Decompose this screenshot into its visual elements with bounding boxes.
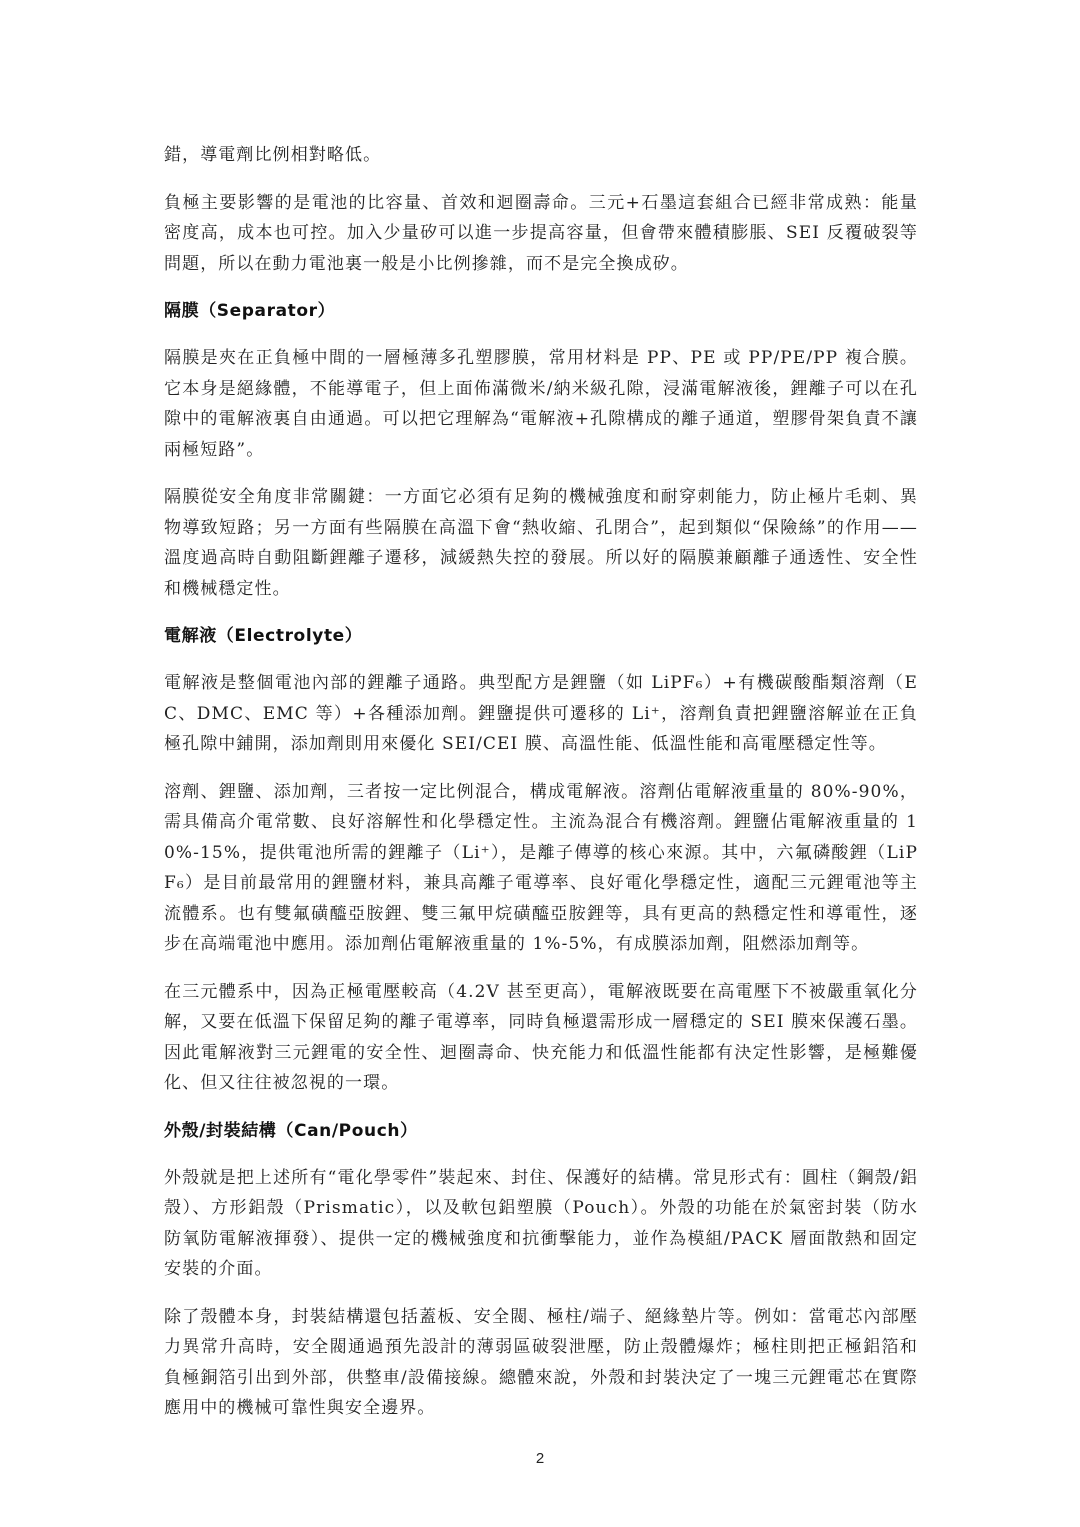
heading-separator: 隔膜（Separator） <box>164 301 336 321</box>
page-number: 2 <box>535 1450 545 1467</box>
paragraph-electrolyte-ternary: 在三元體系中，因為正極電壓較高（4.2V 甚至更高），電解液既要在高電壓下不被嚴重氧化分解，又要在低溫下保留足夠的離子電導率，同時負極還需形成一層穩定的 SEI 膜來保護石墨。因此電解液對三元鋰電的安全性、迴圈壽命、快充能力和低溫性能都有決定性影響，是極難優化、但又往往被忽視的一環。 <box>164 981 918 1093</box>
paragraph-electrolyte-intro: 電解液是整個電池內部的鋰離子通路。典型配方是鋰鹽（如 LiPF₆）+有機碳酸酯類溶劑（EC、DMC、EMC 等）+各種添加劑。鋰鹽提供可遷移的 Li⁺，溶劑負責把鋰鹽溶解並在正負極孔隙中鋪開，添加劑則用來優化 SEI/CEI 膜、高溫性能、低溫性能和高電壓穩定性等。 <box>164 673 918 754</box>
paragraph-electrolyte-composition: 溶劑、鋰鹽、添加劑，三者按一定比例混合，構成電解液。溶劑佔電解液重量的 80%-90%，需具備高介電常數、良好溶解性和化學穩定性。主流為混合有機溶劑。鋰鹽佔電解液重量的 10%-15%，提供電池所需的鋰離子（Li⁺），是離子傳導的核心來源。其中，六氟磷酸鋰（LiPF₆）是目前最常用的鋰鹽材料，兼具高離子電導率、良好電化學穩定性，適配三元鋰電池等主流體系。也有雙氟磺醯亞胺鋰、雙三氟甲烷磺醯亞胺鋰等，具有更高的熱穩定性和導電性，逐步在高端電池中應用。添加劑佔電解液重量的 1%-5%，有成膜添加劑，阻燃添加劑等。 <box>164 781 918 954</box>
paragraph-anode: 負極主要影響的是電池的比容量、首效和迴圈壽命。三元+石墨這套組合已經非常成熟：能量密度高，成本也可控。加入少量矽可以進一步提高容量，但會帶來體積膨脹、SEI 反覆破裂等問題，所以在動力電池裏一般是小比例摻雜，而不是完全換成矽。 <box>164 192 918 274</box>
page-body <box>164 140 918 1441</box>
paragraph-casing-structure: 除了殼體本身，封裝結構還包括蓋板、安全閥、極柱/端子、絕緣墊片等。例如：當電芯內部壓力異常升高時，安全閥通過預先設計的薄弱區破裂泄壓，防止殼體爆炸；極柱則把正極鋁箔和負極銅箔引出到外部，供整車/設備接線。總體來說，外殼和封裝決定了一塊三元鋰電芯在實際應用中的機械可靠性與安全邊界。 <box>164 1306 918 1418</box>
heading-electrolyte: 電解液（Electrolyte） <box>164 626 363 646</box>
paragraph-casing-intro: 外殼就是把上述所有“電化學零件”裝起來、封住、保護好的結構。常見形式有：圓柱（鋼殼/鋁殼）、方形鋁殼（Prismatic），以及軟包鋁塑膜（Pouch）。外殼的功能在於氣密封裝（防水防氧防電解液揮發）、提供一定的機械強度和抗衝擊能力，並作為模組/PACK 層面散熱和固定安裝的介面。 <box>164 1167 918 1279</box>
paragraph-anode-continuation: 錯，導電劑比例相對略低。 <box>164 145 382 165</box>
paragraph-separator-safety: 隔膜從安全角度非常關鍵：一方面它必須有足夠的機械強度和耐穿刺能力，防止極片毛刺、異物導致短路；另一方面有些隔膜在高溫下會“熱收縮、孔閉合”，起到類似“保險絲”的作用——溫度過高時自動阻斷鋰離子遷移，減緩熱失控的發展。所以好的隔膜兼顧離子通透性、安全性和機械穩定性。 <box>164 487 918 599</box>
paragraph-separator-intro: 隔膜是夾在正負極中間的一層極薄多孔塑膠膜，常用材料是 PP、PE 或 PP/PE/PP 複合膜。它本身是絕緣體，不能導電子，但上面佈滿微米/納米級孔隙，浸滿電解液後，鋰離子可以在孔隙中的電解液裏自由通過。可以把它理解為“電解液+孔隙構成的離子通道，塑膠骨架負責不讓兩極短路”。 <box>164 348 918 460</box>
heading-casing: 外殼/封裝結構（Can/Pouch） <box>164 1120 418 1141</box>
